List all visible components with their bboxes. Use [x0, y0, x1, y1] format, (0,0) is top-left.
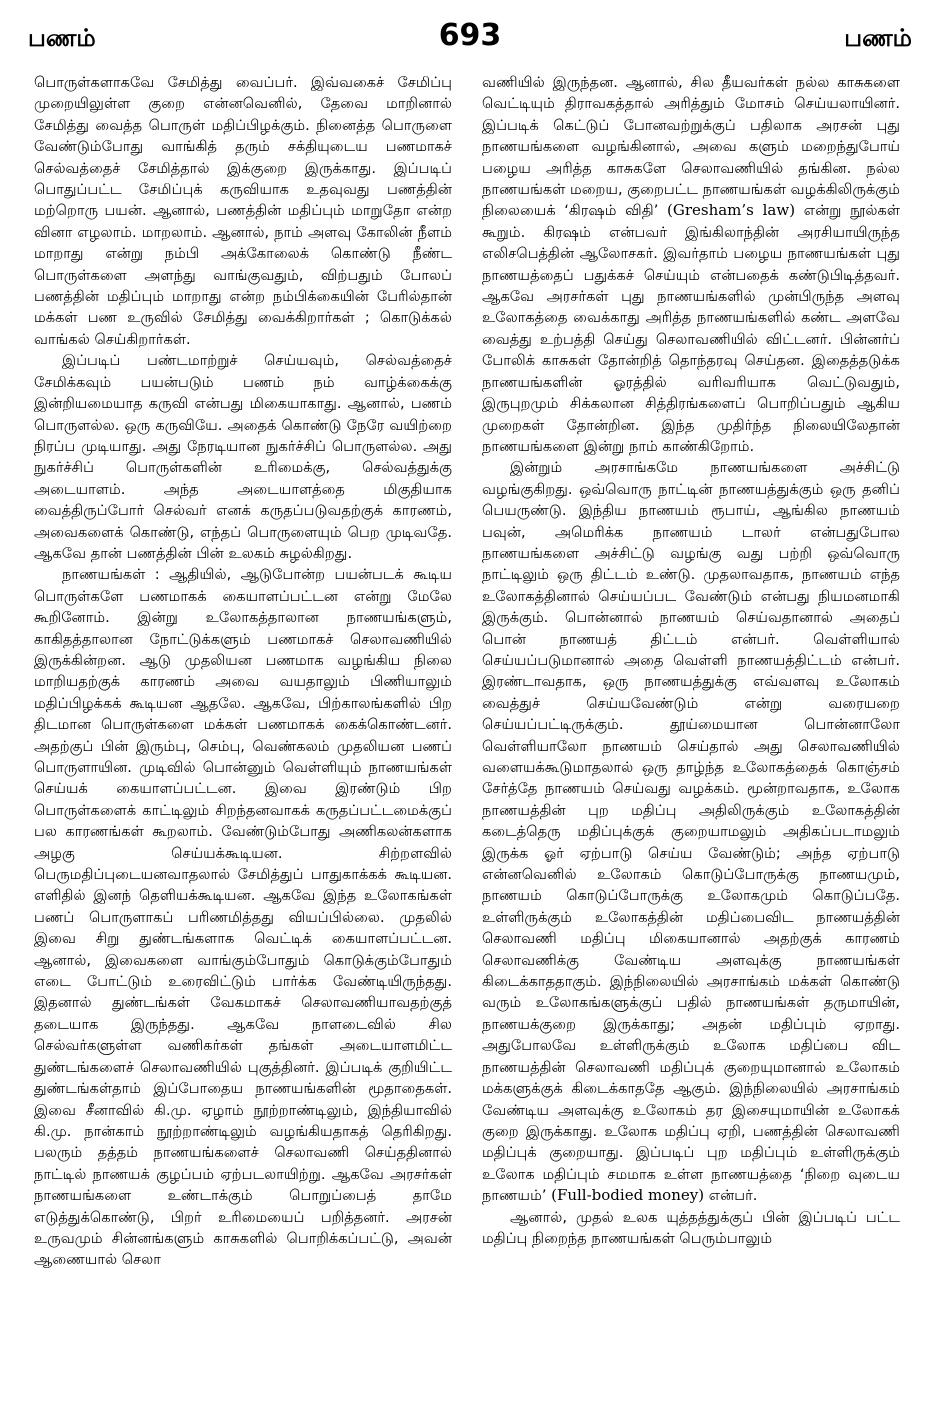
paragraph: இப்படிப் பண்டமாற்றுச் செய்யவும், செல்வத்தைச் சேமிக்கவும் பயன்படும் பணம் நம் வாழ்க்கைக்கு இன்றியமையாத கருவி என்பது மிகையாகாது. ஆனால், பணம் பொருளல்ல. ஒரு கருவியே. அதைக் கொண்டு நேரே வயிற்றை நிரப்ப முடியாது. அது நேரடியான நுகர்ச்சிப் பொருளல்ல. அது நுகர்ச்சிப் பொருள்களின் உரிமைக்கு, செல்வத்துக்கு அடையாளம். அந்த அடையாளத்தை மிகுதியாக வைத்திருப்போர் செல்வர் எனக் கருதப்படுவதற்குக் காரணம், அவைகளைக் கொண்டு, எந்தப் பொருளையும் பெற முடிவதே. ஆகவே தான் பணத்தின் பின் உலகம் சுழல்கிறது. [34, 352, 452, 562]
text-run: இன்றும் அரசாங்கமே நாணயங்களை அச்சிட்டு வழங்குகிறது. ஒவ்வொரு நாட்டின் நாணயத்துக்கும் ஒரு தனிப் பெயருண்டு. இந்திய நாணயம் ரூபாய், ஆங்கில நாணயம் பவுன், அமெரிக்க நாணயம் டாலர் என்பதுபோல நாணயங்களை அச்சிட்டு வழங்கு வது பற்றி ஒவ்வொரு நாட்டிலும் ஒரு திட்டம் உண்டு. முதலாவதாக, நாணயம் எந்த உலோகத்தினால் செய்யப்பட வேண்டும் என்பது நியமனமாகி இருக்கும். பொன்னால் நாணயம் செய்வதானால் அதைப் பொன் நாணயத் திட்டம் என்பர். வெள்ளியால் செய்யப்படுமானால் அதை வெள்ளி நாணயத்திட்டம் என்பர். இரண்டாவதாக, ஒரு நாணயத்துக்கு எவ்வளவு உலோகம் வைத்துச் செய்யவேண்டும் என்று வரையறை செய்யப்பட்டிருக்கும். தூய்மையான பொன்னாலோ வெள்ளியாலோ நாணயம் செய்தால் அது செலாவணியில் வளையக்கூடுமாதலால் ஒரு தாழ்ந்த உலோகத்தைக் கொஞ்சம் சேர்த்தே நாணயம் செய்வது வழக்கம். மூன்றாவதாக, உலோக நாணயத்தின் புற மதிப்பு அதிலிருக்கும் உலோகத்தின் கடைத்தெரு மதிப்புக்குக் குறையாமலும் அதிகப்படாமலும் இருக்க ஓர் ஏற்பாடு செய்ய வேண்டும்; அந்த ஏற்பாடு என்னவெனில் உலோகம் கொடுப்போருக்கு நாணயமும், நாணயம் கொடுப்போருக்கு உலோகமும் கொடுப்பதே. உள்ளிருக்கும் உலோகத்தின் மதிப்பைவிட நாணயத்தின் செலாவணி மதிப்பு மிகையானால் அதற்குக் காரணம் செலாவணிக்கு வேண்டிய அளவுக்கு நாணயங்கள் கிடைக்காததாகும். இந்நிலையில் அரசாங்கம் மக்கள் கொண்டு வரும் உலோகங்களுக்குப் பதில் நாணயங்கள் தருமாயின், நாணயக்குறை இருக்காது; அதன் மதிப்பும் ஏறாது. அதுபோலவே உள்ளிருக்கும் உலோக மதிப்பை விட நாணயத்தின் செலாவணி மதிப்புக் குறையுமானால் உலோகம் மக்களுக்குக் கிடைக்காததே ஆகும். இந்நிலையில் அரசாங்கம் வேண்டிய அளவுக்கு உலோகம் தர இசையுமாயின் உலோகக் குறை இருக்காது. உலோக மதிப்பு ஏறி, பணத்தின் செலாவணி மதிப்புக் குறையாது. இப்படிப் புற மதிப்பும் உள்ளிருக்கும் உலோக மதிப்பும் சமமாக உள்ள நாணயத்தை ‘நிறை வுடைய நாணயம்’ [482, 459, 900, 1205]
left-column [34, 72, 452, 1271]
right-column [482, 72, 900, 1249]
text-run: என்று நூல்கள் கூறும். கிரஷம் என்பவர் இங்கிலாந்தின் அரசியாயிருந்த எலிசபெத்தின் ஆலோசகர். இவர்தாம் பழைய நாணயங்கள் புது நாணயத்தைப் பதுக்கச் செய்யும் என்பதைக் கண்டுபிடித்தவர். ஆகவே அரசர்கள் புது நாணயங்களில் முன்பிருந்த அளவு உலோகத்தை வைக்காது அரித்த நாணயங்களில் கண்ட அளவே வைத்து உற்பத்தி செய்து செலாவணியில் விட்டனர். பின்னர்ப் போலிக் காசுகள் தோன்றித் தொந்தரவு செய்தன. இதைத்தடுக்க நாணயங்களின் ஓரத்தில் வரிவரியாக வெட்டுவதும், இருபுறமும் சிக்கலான சித்திரங்களைப் பொறிப்பதும் ஆகிய முறைகள் தோன்றின. இந்த முதிர்ந்த நிலையிலேதான் நாணயங்களை இன்று நாம் காண்கிறோம். [482, 202, 901, 455]
latin-term: (Gresham’s law) [666, 201, 796, 220]
paragraph: ஆனால், முதல் உலக யுத்தத்துக்குப் பின் இப்படிப் பட்ட மதிப்பு நிறைந்த நாணயங்கள் பெரும்பாலும் [482, 1208, 900, 1247]
page-number: 693 [438, 18, 502, 53]
text-run: வணியில் இருந்தன. ஆனால், சில தீயவர்கள் நல்ல காசுகளை வெட்டியும் திராவகத்தால் அரித்தும் மோசம் செய்யலாயினர். இப்படிக் கெட்டுப் போனவற்றுக்குப் பதிலாக அரசன் புது நாணயங்களை வழங்கினால், அவை களும் மறைந்துபோய் பழைய அரித்த காசுகளே செலாவணியில் தங்கின. நல்ல நாணயங்கள் மறைய, குறைபட்ட நாணயங்கள் வழக்கிலிருக்கும் நிலையைக் ‘கிரஷம் விதி’ [482, 74, 900, 220]
paragraph [482, 72, 900, 457]
paragraph [482, 457, 900, 1206]
header-left-title: பணம் [28, 24, 96, 52]
header-right-title: பணம் [844, 24, 912, 52]
running-header [28, 18, 912, 58]
text-run: என்பர். [704, 1187, 758, 1205]
paragraph: பொருள்களாகவே சேமித்து வைப்பர். இவ்வகைச் சேமிப்பு முறையிலுள்ள குறை என்னவெனில், தேவை மாறினால் சேமித்து வைத்த பொருள் மதிப்பிழக்கும். நினைத்த பொருளை வேண்டும்போது வாங்கித் தரும் சக்தியுடைய பணமாகச் செல்வத்தைச் சேமித்தால் இக்குறை இருக்காது. இப்படிப் பொதுப்பட்ட சேமிப்புக் கருவியாக உதவுவது பணத்தின் மற்றொரு பயன். ஆனால், பணத்தின் மதிப்பும் மாறுதோ என்ற வினா எழலாம். மாறலாம். ஆனால், நாம் அளவு கோலின் நீளம் மாறாது என்று நம்பி அக்கோலைக் கொண்டு நீண்ட பொருள்களை அளந்து வாங்குவதும், விற்பதும் போலப் பணத்தின் மதிப்பும் மாறாது என்ற நம்பிக்கையின் பேரில்தான் மக்கள் பண உருவில் சேமித்து வைக்கிறார்கள் ; கொடுக்கல் வாங்கல் செய்கிறார்கள். [34, 74, 452, 348]
paragraph: நாணயங்கள் : ஆதியில், ஆடுபோன்ற பயன்படக் கூடிய பொருள்களே பணமாகக் கையாளப்பட்டன என்று மேலே கூறினோம். இன்று உலோகத்தாலான நாணயங்களும், காகிதத்தாலான நோட்டுக்களும் பணமாகச் செலாவணியில் இருக்கின்றன. ஆடு முதலியன பணமாக வழங்கிய நிலை மாறியதற்குக் காரணம் அவை வயதாலும் பிணியாலும் மதிப்பிழக்கக் கூடியன ஆதலே. ஆகவே, பிற்காலங்களில் பிற திடமான பொருள்களை மக்கள் பணமாகக் கைக்கொண்டனர். அதற்குப் பின் இரும்பு, செம்பு, வெண்கலம் முதலியன பணப் பொருளாயின. முடிவில் பொன்னும் வெள்ளியும் நாணயங்கள் செய்யக் கையாளப்பட்டன. இவை இரண்டும் பிற பொருள்களைக் காட்டிலும் சிறந்தனவாகக் கருதப்பட்டமைக்குப் பல காரணங்கள் கூறலாம். வேண்டும்போது அணிகலன்களாக அழகு செய்யக்கூடியன. சிற்றளவில் பெருமதிப்புடையனவாதலால் சேமித்துப் பாதுகாக்கக் கூடியன. எளிதில் இனந் தெளியக்கூடியன. ஆகவே இந்த உலோகங்கள் பணப் பொருளாகப் பரிணமித்தது வியப்பில்லை. முதலில் இவை சிறு துண்டங்களாக வெட்டிக் கையாளப்பட்டன. ஆனால், இவைகளை வாங்கும்போதும் கொடுக்கும்போதும் எடை போட்டும் உரைவிட்டும் பார்க்க வேண்டியிருந்தது. இதனால் துண்டங்கள் வேகமாகச் செலாவணியாவதற்குத் தடையாக இருந்தது. ஆகவே நாளடைவில் சில செல்வர்களுள்ள வணிகர்கள் தங்கள் அடையாளமிட்ட துண்டங்களைச் செலாவணியில் புகுத்தினர். இப்படிக் குறியிட்ட துண்டங்கள்தாம் இப்போதைய நாணயங்களின் மூதாதைகள். இவை சீனாவில் கி.மு. ஏழாம் நூற்றாண்டிலும், இந்தியாவில் கி.மு. நான்காம் நூற்றாண்டிலும் வழங்கியதாகத் தெரிகிறது. பலரும் தத்தம் நாணயங்களைச் செலாவணி செய்ததினால் நாட்டில் நாணயக் குழப்பம் ஏற்படலாயிற்று. ஆகவே அரசர்கள் நாணயங்களை உண்டாக்கும் பொறுப்பைத் தாமே எடுத்துக்கொண்டு, பிறர் உரிமையைப் பறித்தனர். அரசன் உருவமும் சின்னங்களும் காசுகளில் பொறிக்கப்பட்டு, அவன் ஆணையால் செலா [34, 566, 452, 1269]
latin-term: (Full-bodied money) [551, 1186, 705, 1205]
